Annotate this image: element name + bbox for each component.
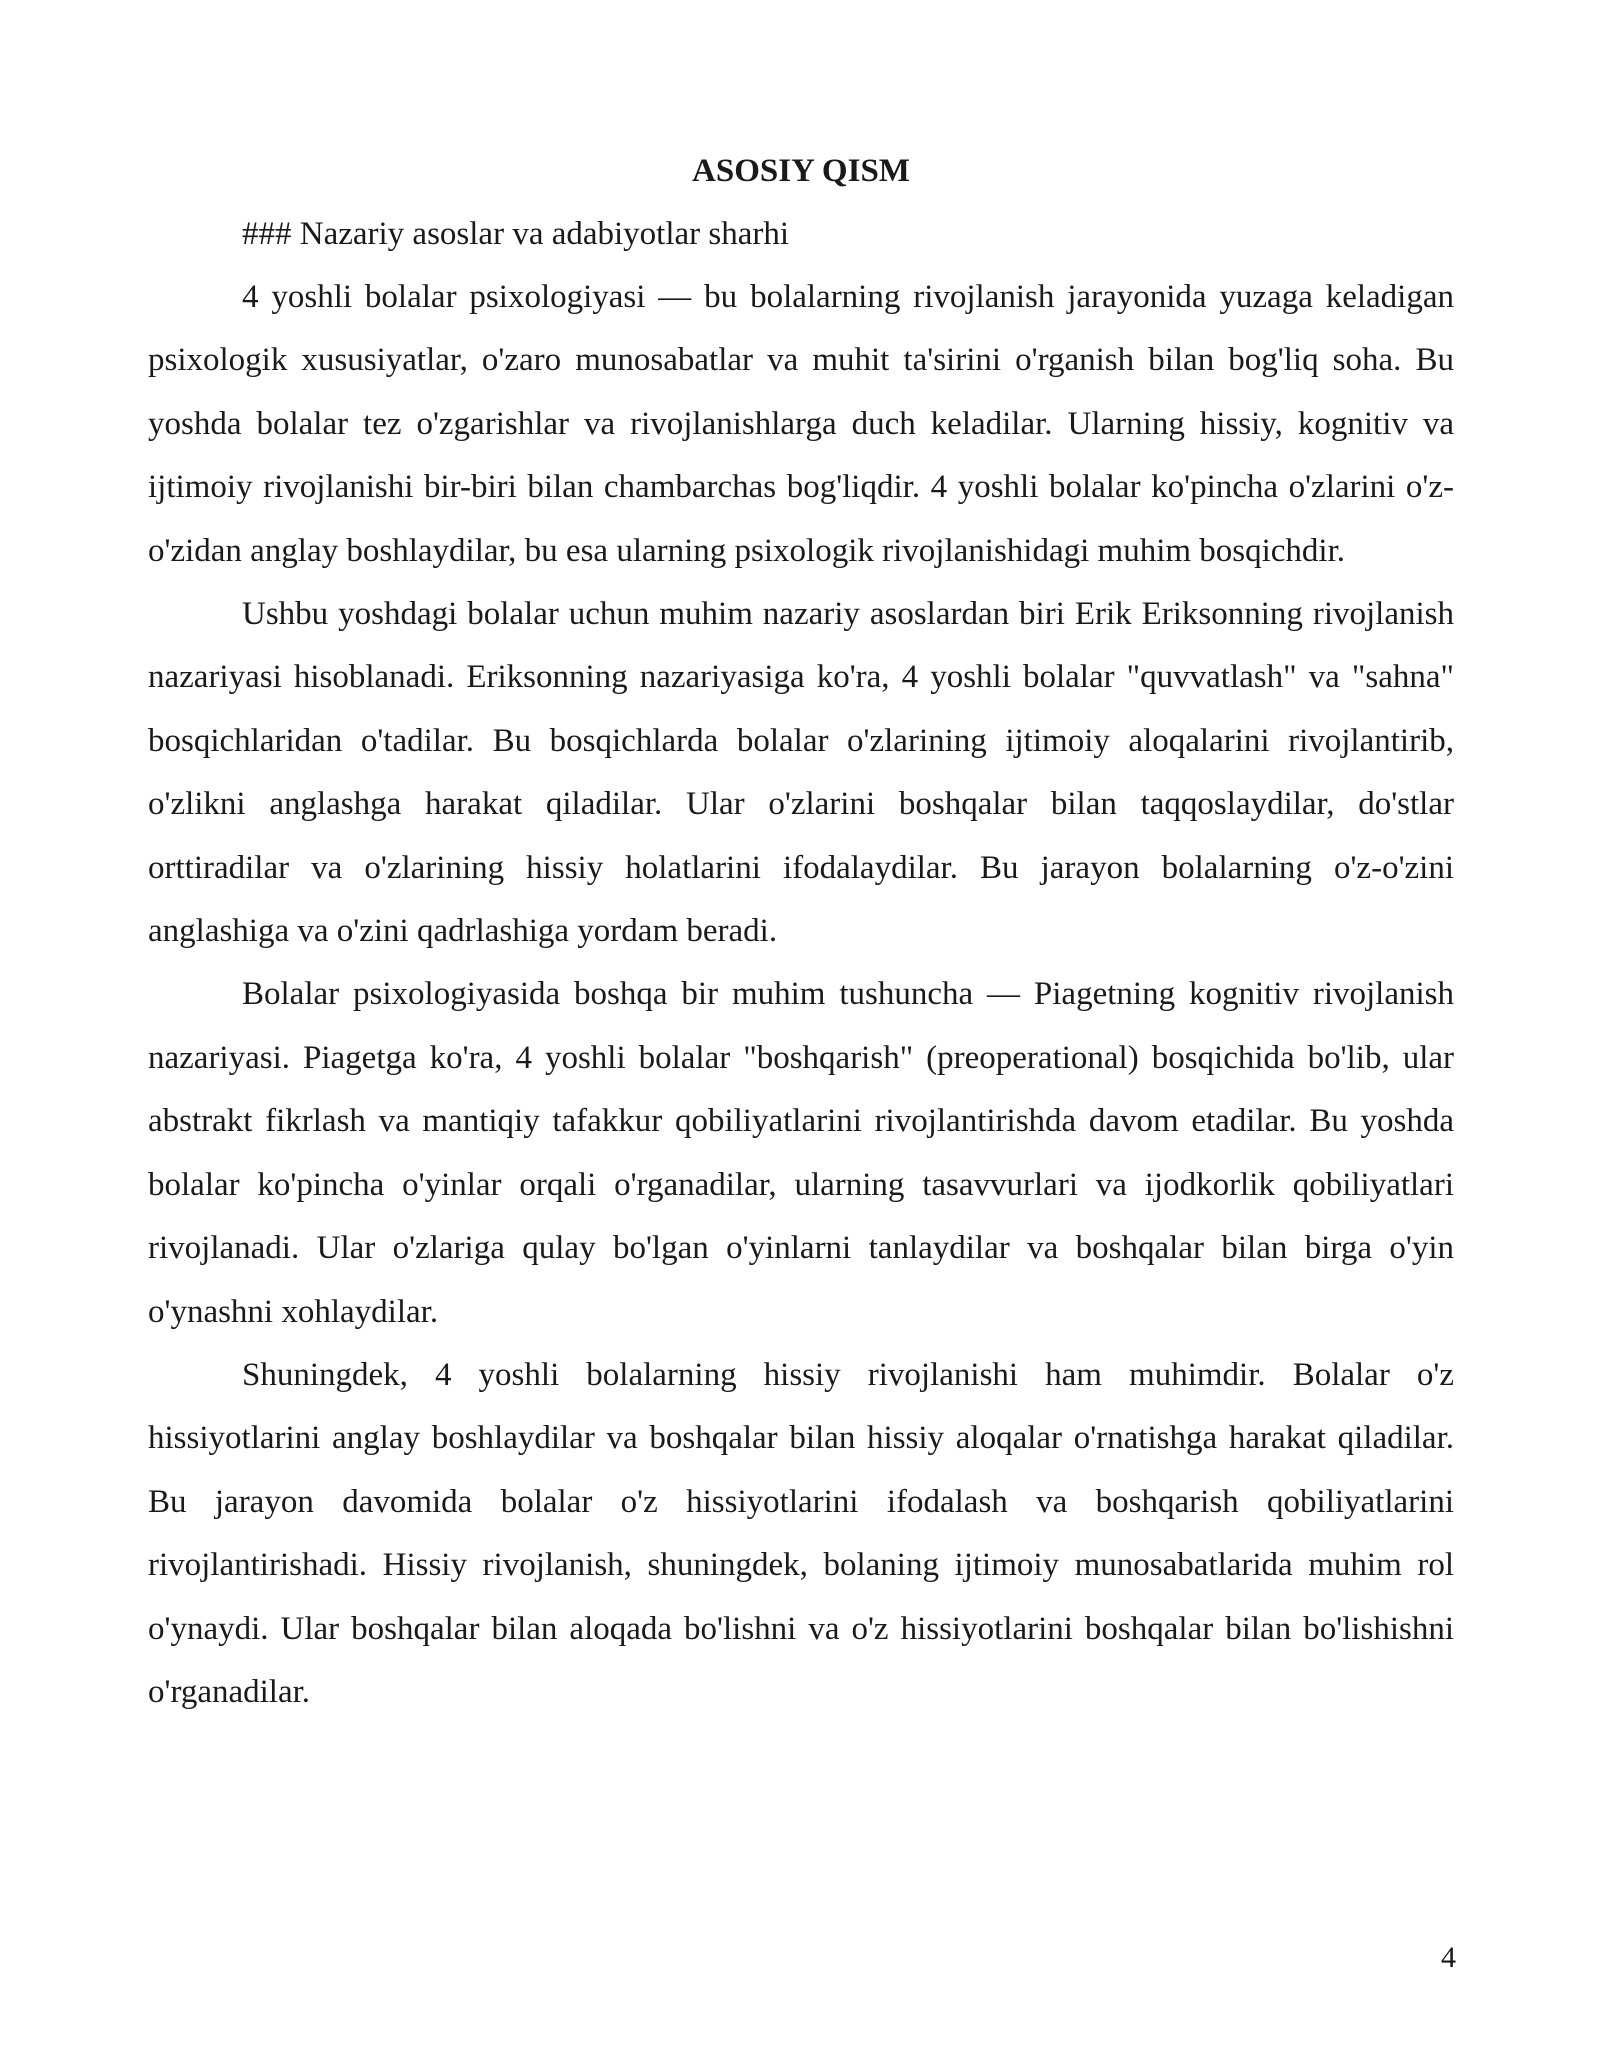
- section-title: ASOSIY QISM: [692, 153, 910, 189]
- subheading: ### Nazariy asoslar va adabiyotlar sharhi: [242, 216, 790, 252]
- page-number: 4: [1441, 1941, 1456, 1974]
- paragraph-3: Bolalar psixologiyasida boshqa bir muhim tushuncha — Piagetning kognitiv rivojlanish nazariyasi. Piagetga ko'ra, 4 yoshli bolalar "boshqarish" (preoperational) bosqichida bo'lib, ular abstrakt fikrlash va mantiqiy tafakkur qobiliyatlarini rivojlantirishda davom etadilar. Bu yoshda bolalar ko'pincha o'yinlar orqali o'rganadilar, ularning tasavvurlari va ijodkorlik qobiliyatlari rivojlanadi. Ular o'zlariga qulay bo'lgan o'yinlarni tanlaydilar va boshqalar bilan birga o'yin o'ynashni xohlaydilar.: [148, 976, 1454, 1330]
- document-page: [148, 140, 1454, 1724]
- paragraph-2: Ushbu yoshdagi bolalar uchun muhim nazariy asoslardan biri Erik Eriksonning rivojlanish nazariyasi hisoblanadi. Eriksonning nazariyasiga ko'ra, 4 yoshli bolalar "quvvatlash" va "sahna" bosqichlaridan o'tadilar. Bu bosqichlarda bolalar o'zlarining ijtimoiy aloqalarini rivojlantirib, o'zlikni anglashga harakat qiladilar. Ular o'zlarini boshqalar bilan taqqoslaydilar, do'stlar orttiradilar va o'zlarining hissiy holatlarini ifodalaydilar. Bu jarayon bolalarning o'z-o'zini anglashiga va o'zini qadrlashiga yordam beradi.: [148, 596, 1454, 950]
- paragraph-4: Shuningdek, 4 yoshli bolalarning hissiy rivojlanishi ham muhimdir. Bolalar o'z hissiyotlarini anglay boshlaydilar va boshqalar bilan hissiy aloqalar o'rnatishga harakat qiladilar. Bu jarayon davomida bolalar o'z hissiyotlarini ifodalash va boshqarish qobiliyatlarini rivojlantirishadi. Hissiy rivojlanish, shuningdek, bolaning ijtimoiy munosabatlarida muhim rol o'ynaydi. Ular boshqalar bilan aloqada bo'lishni va o'z hissiyotlarini boshqalar bilan bo'lishishni o'rganadilar.: [148, 1356, 1454, 1710]
- paragraph-1: 4 yoshli bolalar psixologiyasi — bu bolalarning rivojlanish jarayonida yuzaga keladigan psixologik xususiyatlar, o'zaro munosabatlar va muhit ta'sirini o'rganish bilan bog'liq soha. Bu yoshda bolalar tez o'zgarishlar va rivojlanishlarga duch keladilar. Ularning hissiy, kognitiv va ijtimoiy rivojlanishi bir-biri bilan chambarchas bog'liqdir. 4 yoshli bolalar ko'pincha o'zlarini o'z-o'zidan anglay boshlaydilar, bu esa ularning psixologik rivojlanishidagi muhim bosqichdir.: [148, 279, 1454, 569]
